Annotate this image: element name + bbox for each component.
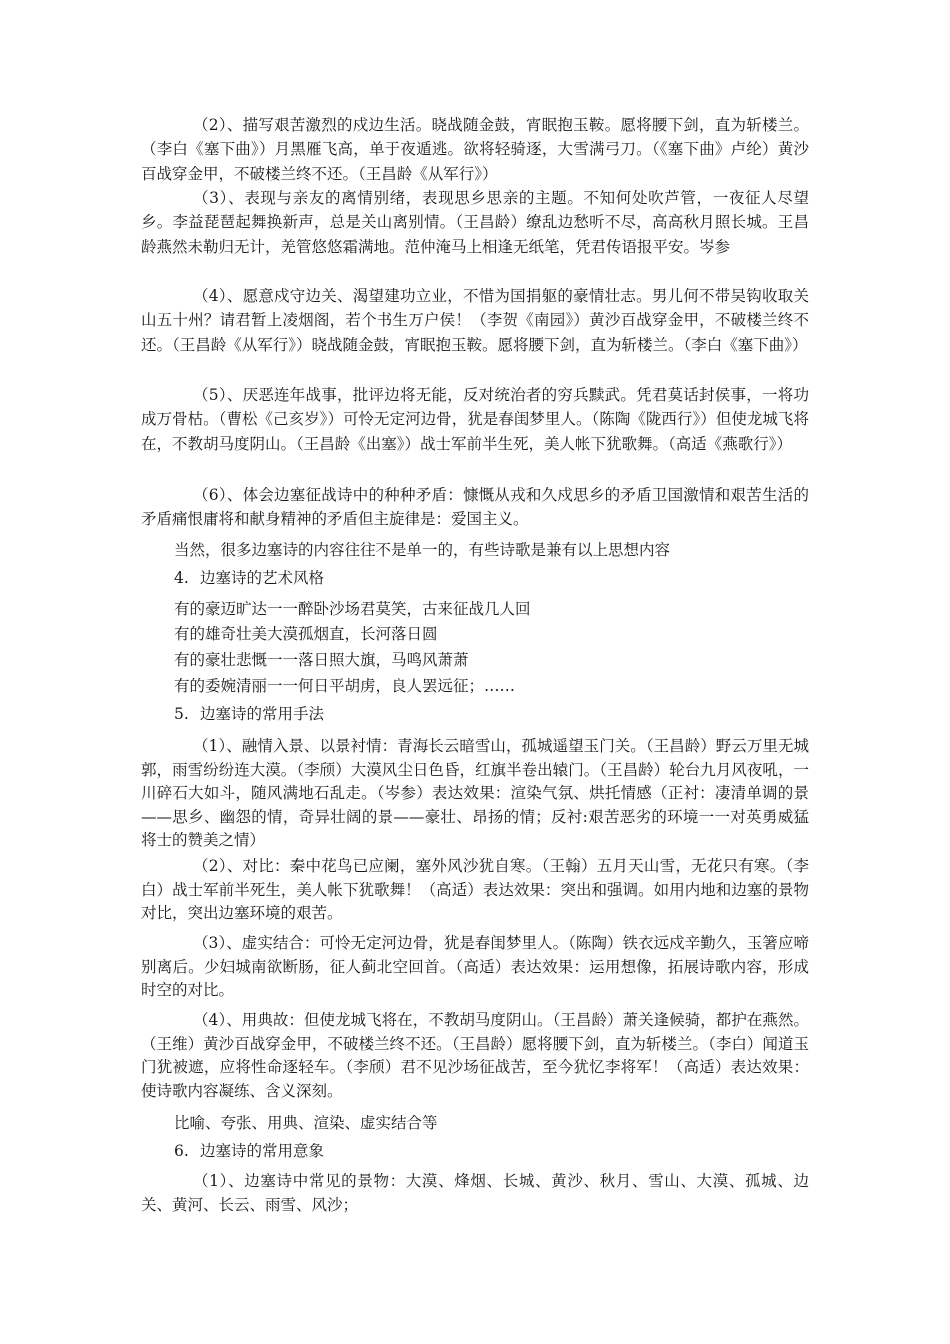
paragraph-theme-3: （3）、表现与亲友的离情别绪，表现思乡思亲的主题。不知何处吹芦管，一夜征人尽望乡。李益琵琶起舞换新声，总是关山离别情。（王昌龄）缭乱边愁听不尽，高高秋月照长城。王昌龄燕然未勒归无计，羌管悠悠霜满地。范仲淹马上相逢无纸笔，凭君传语报平安。岑参 bbox=[141, 189, 809, 256]
section6-heading bbox=[174, 1139, 324, 1163]
paragraph-theme-5: （5）、厌恶连年战事，批评边将无能，反对统治者的穷兵黩武。凭君莫话封侯事，一将功成万骨枯。（曹松《己亥岁》）可怜无定河边骨，犹是春闺梦里人。（陈陶《陇西行》）但使龙城飞将在，不教胡马度阴山。（王昌龄《出塞》）战士军前半生死，美人帐下犹歌舞。（高适《燕歌行》） bbox=[141, 386, 809, 453]
section4-title: 边塞诗的艺术风格 bbox=[200, 569, 325, 587]
technique-summary: 比喻、夸张、用典、渲染、虚实结合等 bbox=[174, 1114, 438, 1132]
paragraph-technique-2: （2）、对比：秦中花鸟已应阑，塞外风沙犹自寒。（王翰）五月天山雪，无花只有寒。（李白）战士军前半死生，美人帐下犹歌舞！（高适）表达效果：突出和强调。如用内地和边塞的景物对比，突出边塞环境的艰苦。 bbox=[141, 857, 809, 923]
section6-title: 边塞诗的常用意象 bbox=[200, 1142, 325, 1160]
section5-title: 边塞诗的常用手法 bbox=[200, 705, 325, 723]
style-line-4: 有的委婉清丽一一何日平胡虏，良人罢远征；…… bbox=[174, 677, 516, 695]
section3-note: 当然，很多边塞诗的内容往往不是单一的，有些诗歌是兼有以上思想内容 bbox=[174, 541, 671, 559]
section4-heading bbox=[174, 566, 324, 590]
style-line-3: 有的豪壮悲慨一一落日照大旗，马鸣风萧萧 bbox=[174, 651, 469, 669]
section4-number: 4. bbox=[174, 569, 189, 587]
paragraph-theme-6: （6）、体会边塞征战诗中的种种矛盾：慷慨从戎和久戍思乡的矛盾卫国激情和艰苦生活的矛盾痛恨庸将和献身精神的矛盾但主旋律是：爱国主义。 bbox=[141, 486, 809, 529]
paragraph-technique-1: （1）、融情入景、以景衬情：青海长云暗雪山，孤城遥望玉门关。（王昌龄）野云万里无城郭，雨雪纷纷连大漠。（李颀）大漠风尘日色昏，红旗半卷出辕门。（王昌龄）轮台九月风夜吼，一川碎石大如斗，随风满地石乱走。（岑参）表达效果：渲染气氛、烘托情感（正衬：凄清单调的景——思乡、幽怨的情，奇异壮阔的景——豪壮、昂扬的情；反衬:艰苦恶劣的环境一一对英勇威猛将士的赞美之情） bbox=[141, 737, 809, 850]
paragraph-imagery-1: （1）、边塞诗中常见的景物：大漠、烽烟、长城、黄沙、秋月、雪山、大漠、孤城、边关、黄河、长云、雨雪、风沙； bbox=[141, 1172, 809, 1214]
section5-heading bbox=[174, 702, 324, 726]
paragraph-technique-3: （3）、虚实结合：可怜无定河边骨，犹是春闺梦里人。（陈陶）铁衣远戍辛勤久，玉箸应啼别离后。少妇城南欲断肠，征人蓟北空回首。（高适）表达效果：运用想像，拓展诗歌内容，形成时空的对比。 bbox=[141, 934, 809, 1000]
section5-number: 5. bbox=[174, 705, 189, 723]
style-line-1: 有的豪迈旷达一一醉卧沙场君莫笑，古来征战几人回 bbox=[174, 600, 531, 618]
paragraph-theme-4: （4）、愿意戍守边关、渴望建功立业，不惜为国捐躯的豪情壮志。男儿何不带吴钩收取关山五十州？请君暂上凌烟阁，若个书生万户侯！（李贺《南园》）黄沙百战穿金甲，不破楼兰终不还。（王昌龄《从军行》）晓战随金鼓，宵眠抱玉鞍。愿将腰下剑，直为斩楼兰。（李白《塞下曲》） bbox=[141, 287, 809, 354]
style-line-2: 有的雄奇壮美大漠孤烟直，长河落日圆 bbox=[174, 625, 438, 643]
section6-number: 6. bbox=[174, 1142, 189, 1160]
paragraph-technique-4: （4）、用典故：但使龙城飞将在，不教胡马度阴山。（王昌龄）萧关逢候骑，都护在燕然。（王维）黄沙百战穿金甲，不破楼兰终不还。（王昌龄）愿将腰下剑，直为斩楼兰。（李白）闻道玉门犹被遮，应将性命逐轻车。（李颀）君不见沙场征战苦，至今犹忆李将军！（高适）表达效果：使诗歌内容凝练、含义深刻。 bbox=[141, 1011, 809, 1100]
paragraph-theme-2: （2）、描写艰苦激烈的戍边生活。晓战随金鼓，宵眠抱玉鞍。愿将腰下剑，直为斩楼兰。（李白《塞下曲》）月黑雁飞高，单于夜遁逃。欲将轻骑逐，大雪满弓刀。（《塞下曲》卢纶）黄沙百战穿金甲，不破楼兰终不还。（王昌龄《从军行》） bbox=[141, 116, 809, 183]
